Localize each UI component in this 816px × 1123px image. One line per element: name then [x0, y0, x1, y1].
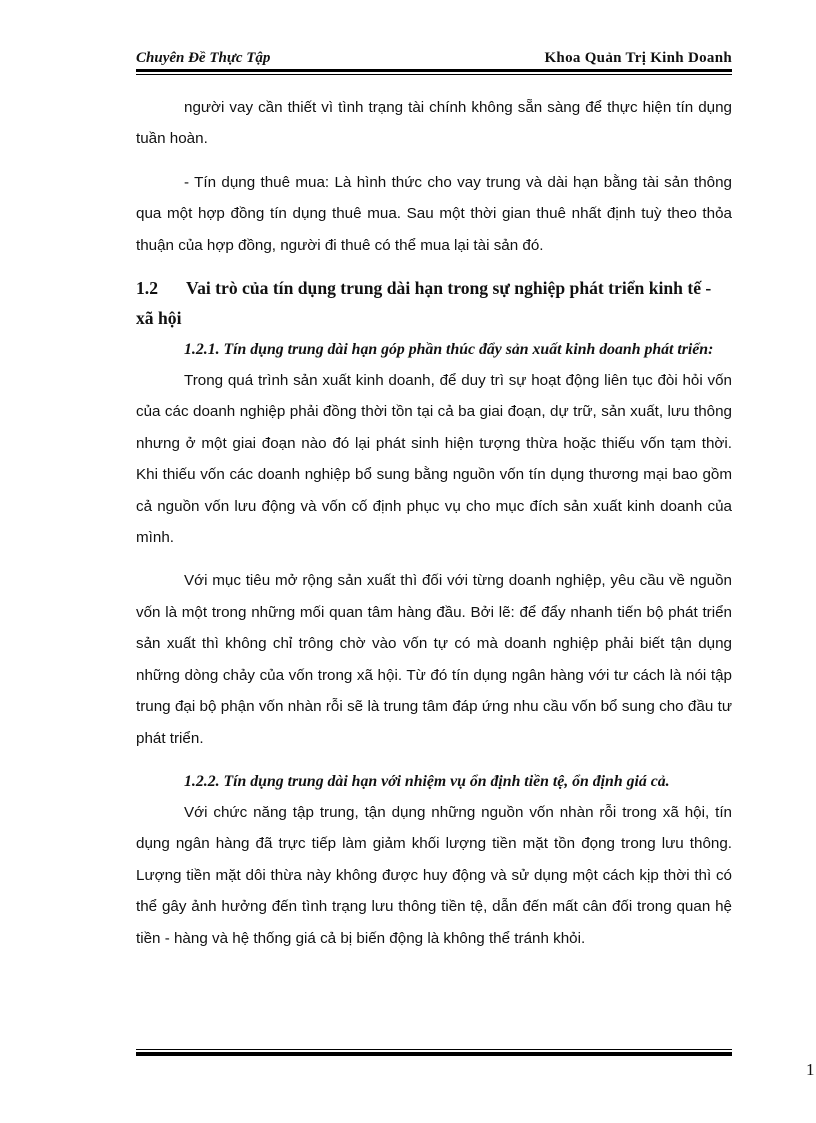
paragraph-4: Với mục tiêu mở rộng sản xuất thì đối với từng doanh nghiệp, yêu cầu về nguồn vốn là một trong những mối quan tâm hàng đầu. Bởi lẽ: để đẩy nhanh tiến bộ phát triển sản xuất thì không chỉ trông chờ vào vốn tự có mà doanh nghiệp phải biết tận dụng những dòng chảy của vốn trong xã hội. Từ đó tín dụng ngân hàng với tư cách là nói tập trung đại bộ phận vốn nhàn rỗi sẽ là trung tâm đáp ứng nhu cầu vốn bổ sung cho đầu tư phát triển. — [136, 572, 732, 747]
document-body — [136, 92, 732, 954]
footer-rule-thick — [136, 1052, 732, 1056]
subsection-2-heading: 1.2.2. Tín dụng trung dài hạn với nhiệm vụ ổn định tiền tệ, ổn định giá cả. — [184, 772, 670, 790]
paragraph-3: Trong quá trình sản xuất kinh doanh, để duy trì sự hoạt động liên tục đòi hỏi vốn của các doanh nghiệp phải đồng thời tồn tại cả ba giai đoạn, dự trữ, sản xuất, lưu thông nhưng ở một giai đoạn nào đó lại phát sinh hiện tượng thừa hoặc thiếu vốn tạm thời. Khi thiếu vốn các doanh nghiệp bổ sung bằng nguồn vốn tín dụng thương mại bao gồm cả nguồn vốn lưu động và vốn cố định phục vụ cho mục đích sản xuất kinh doanh của mình. — [136, 372, 732, 547]
paragraph-1: người vay cần thiết vì tình trạng tài chính không sẵn sàng để thực hiện tín dụng tuần hoàn. — [136, 99, 732, 148]
footer-rule-thin — [136, 1049, 732, 1050]
section-title: Vai trò của tín dụng trung dài hạn trong sự nghiệp phát triển kinh tế - xã hội — [136, 278, 712, 329]
header-right-title: Khoa Quản Trị Kinh Doanh — [544, 50, 732, 66]
section-heading — [136, 273, 732, 333]
header-left-title: Chuyên Đề Thực Tập — [136, 50, 271, 66]
page-number: 1 — [806, 1060, 815, 1079]
paragraph-2: - Tín dụng thuê mua: Là hình thức cho vay trung và dài hạn bằng tài sản thông qua một hợp đồng tín dụng thuê mua. Sau một thời gian thuê nhất định tuỳ theo thỏa thuận của hợp đồng, người đi thuê có thể mua lại tài sản đó. — [136, 173, 732, 254]
section-number: 1.2 — [136, 278, 158, 299]
page-header — [136, 48, 732, 70]
paragraph-5: Với chức năng tập trung, tận dụng những nguồn vốn nhàn rỗi trong xã hội, tín dụng ngân hàng đã trực tiếp làm giảm khối lượng tiền mặt tồn đọng trong lưu thông. Lượng tiền mặt dôi thừa này không được huy động và sử dụng một cách kịp thời thì có thể gây ảnh hưởng đến tình trạng lưu thông tiền tệ, dẫn đến mất cân đối trong quan hệ tiền - hàng và hệ thống giá cả bị biến động là không thể tránh khỏi. — [136, 803, 732, 947]
header-rule-thin — [136, 74, 732, 75]
subsection-1-heading: 1.2.1. Tín dụng trung dài hạn góp phần thúc đẩy sản xuất kinh doanh phát triển: — [184, 341, 714, 359]
header-rule-thick — [136, 69, 732, 72]
